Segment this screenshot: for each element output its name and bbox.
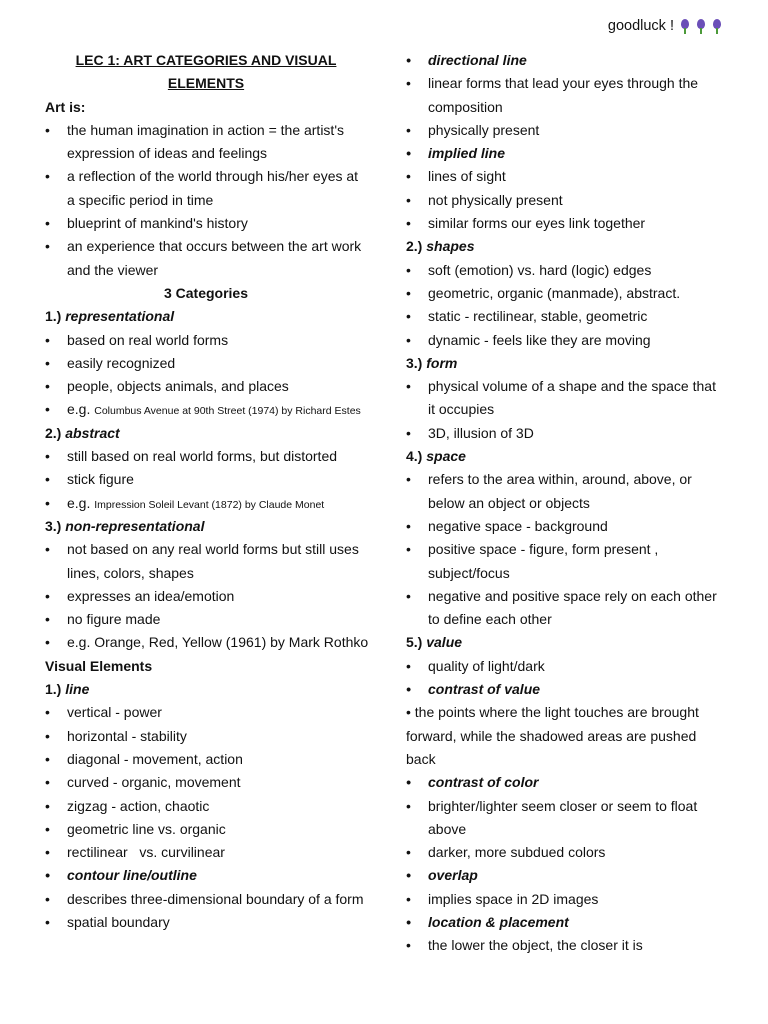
example-artwork: Columbus Avenue at 90th Street (1974) by Richard Estes — [94, 405, 361, 418]
list-item: • geometric line vs. organic — [45, 818, 367, 841]
list-item: • dynamic - feels like they are moving — [406, 329, 728, 352]
paragraph-line: • the points where the light touches are brought — [406, 704, 699, 721]
element-heading-shapes — [406, 235, 728, 258]
list-item: • vertical - power — [45, 701, 367, 724]
category-heading-abstract — [45, 422, 367, 445]
category-name: representational — [65, 308, 175, 325]
element-number: 2.) — [406, 238, 423, 255]
subheading-contour-line: • contour line/outline — [45, 864, 367, 887]
element-name: value — [426, 634, 463, 651]
art-is-item-cont: and the viewer — [67, 261, 159, 278]
list-item: • stick figure — [45, 468, 367, 491]
element-name: line — [65, 681, 90, 698]
list-item: • positive space - figure, form present , — [406, 538, 728, 561]
list-item: • darker, more subdued colors — [406, 841, 728, 864]
subheading-implied-line: • implied line — [406, 142, 728, 165]
list-item: • describes three-dimensional boundary of a form — [45, 888, 367, 911]
list-item: • not physically present — [406, 189, 728, 212]
list-item: • 3D, illusion of 3D — [406, 422, 728, 445]
list-item: • brighter/lighter seem closer or seem to float — [406, 795, 728, 818]
list-item: • physically present — [406, 119, 728, 142]
list-item: • zigzag - action, chaotic — [45, 795, 367, 818]
categories-heading: 3 Categories — [163, 284, 249, 301]
subheading-overlap: • overlap — [406, 864, 728, 887]
flower-icon — [680, 19, 690, 34]
element-heading-form — [406, 352, 728, 375]
list-item: • geometric, organic (manmade), abstract. — [406, 282, 728, 305]
paragraph-line: back — [406, 750, 436, 767]
element-name: form — [426, 354, 458, 371]
art-is-heading: Art is: — [45, 98, 86, 115]
list-item-cont: below an object or objects — [428, 494, 590, 511]
list-item-cont: it occupies — [428, 401, 495, 418]
list-item: • negative and positive space rely on each other — [406, 585, 728, 608]
list-item: • no figure made — [45, 608, 367, 631]
category-heading-representational — [45, 305, 367, 328]
subheading-directional-line: • directional line — [406, 49, 728, 72]
paragraph-line: forward, while the shadowed areas are pushed — [406, 727, 697, 744]
element-number: 5.) — [406, 634, 423, 651]
category-name: abstract — [65, 424, 120, 441]
list-item-cont: to define each other — [428, 611, 552, 628]
example-prefix: e.g. — [67, 401, 91, 418]
art-is-item: • an experience that occurs between the art work — [45, 235, 367, 258]
art-is-item-cont: expression of ideas and feelings — [67, 145, 268, 162]
example-artwork: Impression Soleil Levant (1872) by Claude Monet — [94, 498, 325, 511]
list-item: • people, objects animals, and places — [45, 375, 367, 398]
flower-icon — [712, 19, 722, 34]
element-number: 3.) — [406, 354, 423, 371]
element-heading-line — [45, 678, 367, 701]
lecture-title-line2: ELEMENTS — [167, 75, 245, 92]
list-item: • e.g. Orange, Red, Yellow (1961) by Mark Rothko — [45, 631, 367, 654]
list-item: • implies space in 2D images — [406, 888, 728, 911]
list-item-cont: subject/focus — [428, 564, 510, 581]
list-item: • not based on any real world forms but still uses — [45, 538, 367, 561]
visual-elements-heading: Visual Elements — [45, 657, 153, 674]
header-note — [608, 18, 722, 34]
category-number: 2.) — [45, 424, 62, 441]
left-column — [45, 49, 367, 934]
list-item-cont: lines, colors, shapes — [67, 564, 194, 581]
subheading-location-placement: • location & placement — [406, 911, 728, 934]
art-is-item: • blueprint of mankind's history — [45, 212, 367, 235]
list-item: • static - rectilinear, stable, geometric — [406, 305, 728, 328]
list-item: • lines of sight — [406, 165, 728, 188]
right-column — [406, 49, 728, 958]
list-item: • curved - organic, movement — [45, 771, 367, 794]
list-item: • similar forms our eyes link together — [406, 212, 728, 235]
category-name: non-representational — [65, 517, 205, 534]
list-item: • physical volume of a shape and the space that — [406, 375, 728, 398]
example-item — [45, 492, 367, 515]
subheading-contrast-of-value: • contrast of value — [406, 678, 728, 701]
list-item: • easily recognized — [45, 352, 367, 375]
list-item: • expresses an idea/emotion — [45, 585, 367, 608]
element-number: 1.) — [45, 681, 62, 698]
element-number: 4.) — [406, 448, 423, 465]
category-number: 3.) — [45, 517, 62, 534]
list-item: • negative space - background — [406, 515, 728, 538]
list-item: • linear forms that lead your eyes through the — [406, 72, 728, 95]
art-is-item: • a reflection of the world through his/her eyes at — [45, 165, 367, 188]
category-heading-non-representational — [45, 515, 367, 538]
element-name: space — [426, 448, 466, 465]
example-prefix: e.g. — [67, 494, 91, 511]
art-is-item: • the human imagination in action = the artist's — [45, 119, 367, 142]
lecture-title-line1: LEC 1: ART CATEGORIES AND VISUAL — [75, 52, 337, 68]
list-item: • the lower the object, the closer it is — [406, 934, 728, 957]
example-item — [45, 398, 367, 421]
element-name: shapes — [426, 238, 475, 255]
list-item: • based on real world forms — [45, 329, 367, 352]
list-item: • refers to the area within, around, above, or — [406, 468, 728, 491]
list-item: • horizontal - stability — [45, 725, 367, 748]
art-is-item-cont: a specific period in time — [67, 191, 214, 208]
goodluck-text: goodluck ! — [607, 18, 674, 34]
element-heading-space — [406, 445, 728, 468]
category-number: 1.) — [45, 308, 62, 325]
list-item: • spatial boundary — [45, 911, 367, 934]
list-item-cont: above — [428, 820, 467, 837]
list-item: • soft (emotion) vs. hard (logic) edges — [406, 259, 728, 282]
list-item: • diagonal - movement, action — [45, 748, 367, 771]
flower-icon — [696, 19, 706, 34]
list-item-cont: composition — [428, 98, 503, 115]
list-item: • quality of light/dark — [406, 655, 728, 678]
list-item: • rectilinear vs. curvilinear — [45, 841, 367, 864]
subheading-contrast-of-color: • contrast of color — [406, 771, 728, 794]
element-heading-value — [406, 631, 728, 654]
list-item: • still based on real world forms, but distorted — [45, 445, 367, 468]
